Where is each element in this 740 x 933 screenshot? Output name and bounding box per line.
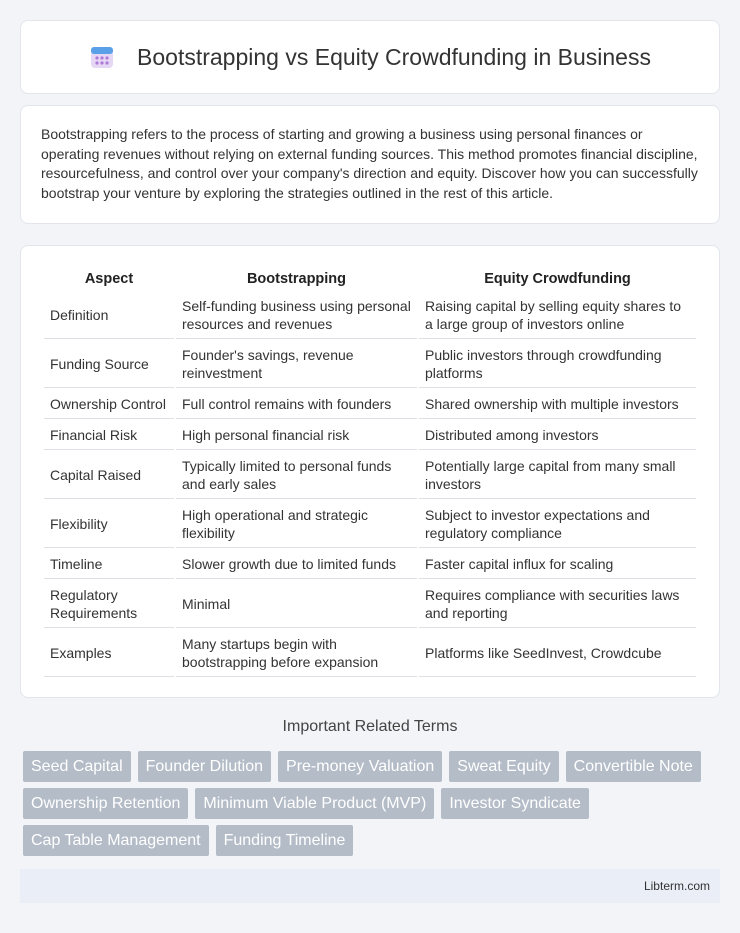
cell-equity: Requires compliance with securities laws and reporting: [419, 581, 696, 628]
page-title: Bootstrapping vs Equity Crowdfunding in Business: [137, 43, 651, 70]
cell-bootstrapping: Founder's savings, revenue reinvestment: [176, 341, 417, 388]
tag-pre-money-valuation[interactable]: Pre-money Valuation: [278, 751, 442, 782]
cell-bootstrapping: High personal financial risk: [176, 421, 417, 450]
tag-cap-table-management[interactable]: Cap Table Management: [23, 825, 209, 856]
cell-aspect: Ownership Control: [44, 390, 174, 419]
calendar-icon: [89, 44, 115, 70]
table-row: [44, 390, 696, 419]
tag-sweat-equity[interactable]: Sweat Equity: [449, 751, 558, 782]
cell-bootstrapping: Minimal: [176, 581, 417, 628]
header-bootstrapping: Bootstrapping: [246, 271, 347, 287]
cell-aspect: Capital Raised: [44, 452, 174, 499]
cell-aspect: Financial Risk: [44, 421, 174, 450]
cell-aspect: Timeline: [44, 550, 174, 579]
tag-convertible-note[interactable]: Convertible Note: [566, 751, 701, 782]
table-row: [44, 341, 696, 388]
cell-equity: Faster capital influx for scaling: [419, 550, 696, 579]
tag-ownership-retention[interactable]: Ownership Retention: [23, 788, 188, 819]
table-row: [44, 452, 696, 499]
cell-bootstrapping: Self-funding business using personal resources and revenues: [176, 292, 417, 339]
table-row: [44, 421, 696, 450]
cell-equity: Potentially large capital from many small investors: [419, 452, 696, 499]
cell-aspect: Flexibility: [44, 501, 174, 548]
tag-seed-capital[interactable]: Seed Capital: [23, 751, 131, 782]
tag-row: [23, 825, 723, 856]
tag-row: [23, 751, 723, 782]
table-row: [44, 581, 696, 628]
cell-equity: Subject to investor expectations and regulatory compliance: [419, 501, 696, 548]
header-equity-crowdfunding: Equity Crowdfunding: [484, 271, 631, 287]
cell-bootstrapping: High operational and strategic flexibility: [176, 501, 417, 548]
comparison-table: [42, 266, 698, 679]
cell-equity: Platforms like SeedInvest, Crowdcube: [419, 630, 696, 677]
footer: [20, 869, 720, 903]
cell-equity: Shared ownership with multiple investors: [419, 390, 696, 419]
footer-brand-link[interactable]: Libterm.com: [643, 879, 710, 893]
table-row: [44, 501, 696, 548]
tag-mvp[interactable]: Minimum Viable Product (MVP): [195, 788, 434, 819]
table-row: [44, 630, 696, 677]
cell-equity: Public investors through crowdfunding platforms: [419, 341, 696, 388]
related-terms-title: Important Related Terms: [282, 718, 458, 735]
tag-funding-timeline[interactable]: Funding Timeline: [216, 825, 354, 856]
cell-equity: Distributed among investors: [419, 421, 696, 450]
cell-bootstrapping: Typically limited to personal funds and early sales: [176, 452, 417, 499]
intro-paragraph: Bootstrapping refers to the process of starting and growing a business using personal finances or operating revenues without relying on external funding sources. This method promotes financial discipline, resourcefulness, and control over your company's direction and equity. Discover how you can successfully bootstrap your venture by exploring the strategies outlined in the rest of this article.: [20, 105, 720, 224]
table-row: [44, 550, 696, 579]
cell-bootstrapping: Slower growth due to limited funds: [176, 550, 417, 579]
cell-equity: Raising capital by selling equity shares to a large group of investors online: [419, 292, 696, 339]
cell-aspect: Definition: [44, 292, 174, 339]
cell-aspect: Funding Source: [44, 341, 174, 388]
tag-investor-syndicate[interactable]: Investor Syndicate: [441, 788, 589, 819]
cell-aspect: Regulatory Requirements: [44, 581, 174, 628]
tag-founder-dilution[interactable]: Founder Dilution: [138, 751, 271, 782]
tag-row: [23, 788, 723, 819]
cell-aspect: Examples: [44, 630, 174, 677]
cell-bootstrapping: Many startups begin with bootstrapping before expansion: [176, 630, 417, 677]
related-terms: [23, 751, 723, 862]
table-row: [44, 292, 696, 339]
cell-bootstrapping: Full control remains with founders: [176, 390, 417, 419]
comparison-card: [20, 245, 720, 698]
header-aspect: Aspect: [84, 271, 134, 287]
page-header: [20, 20, 720, 94]
